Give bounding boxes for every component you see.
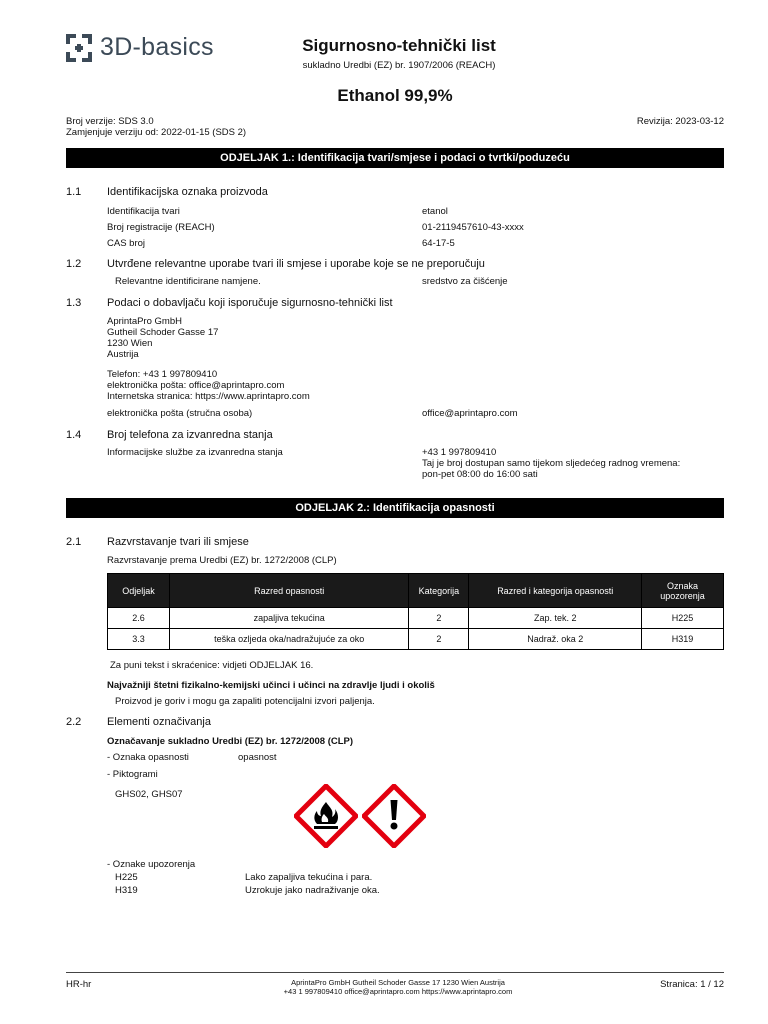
expert-email-label: elektronička pošta (stručna osoba)	[107, 408, 253, 419]
emergency-phone: +43 1 997809410	[422, 447, 497, 458]
table-cell: 2	[409, 608, 469, 629]
supplier-contact	[107, 369, 310, 402]
abbreviations-note: Za puni tekst i skraćenice: vidjeti ODJELJAK 16.	[110, 660, 314, 671]
address-line: Austrija	[107, 349, 139, 360]
section-1-3-number: 1.3	[66, 297, 82, 309]
reach-number-value: 01-2119457610-43-xxxx	[422, 222, 524, 233]
address-line: Gutheil Schoder Gasse 17	[107, 327, 219, 338]
hazard-text-h319: Uzrokuje jako nadraživanje oka.	[245, 885, 380, 896]
table-cell: H225	[642, 608, 724, 629]
ghs02-flame-icon	[294, 784, 358, 848]
footer-divider	[66, 972, 724, 973]
footer-page-number: Stranica: 1 / 12	[660, 979, 724, 990]
section-1-2-number: 1.2	[66, 258, 82, 270]
clp-labelling-label: Označavanje sukladno Uredbi (EZ) br. 1272/2008 (CLP)	[107, 736, 354, 747]
emergency-service-label: Informacijske službe za izvanredna stanja	[107, 447, 283, 458]
clp-classification-label: Razvrstavanje prema Uredbi (EZ) br. 1272/2008 (CLP)	[107, 555, 337, 566]
document-subtitle: sukladno Uredbi (EZ) br. 1907/2006 (REACH)	[302, 60, 496, 71]
table-cell: teška ozljeda oka/nadražujuće za oko	[169, 629, 409, 650]
section-1-1-title: Identifikacijska oznaka proizvoda	[107, 186, 268, 198]
table-cell: 2	[409, 629, 469, 650]
footer-company	[0, 978, 768, 996]
section-1-3-title: Podaci o dobavljaču koji isporučuje sigurnosno-tehnički list	[107, 297, 393, 309]
contact-email: elektronička pošta: office@aprintapro.com	[107, 380, 285, 391]
table-row	[108, 608, 724, 629]
identified-uses-label: Relevantne identificirane namjene.	[115, 276, 261, 287]
section-1-4-title: Broj telefona za izvanredna stanja	[107, 429, 273, 441]
col-header-hazard-statement: Oznaka upozorenja	[642, 574, 724, 608]
footer-locale: HR-hr	[66, 979, 92, 990]
section-2-2-title: Elementi označivanja	[107, 716, 211, 728]
hazard-code-h225: H225	[115, 872, 138, 883]
ghs07-exclamation-icon	[362, 784, 426, 848]
section-2-bar: ODJELJAK 2.: Identifikacija opasnosti	[66, 498, 724, 518]
identified-uses-value: sredstvo za čišćenje	[422, 276, 508, 287]
table-row	[108, 629, 724, 650]
table-cell: Zap. tek. 2	[469, 608, 642, 629]
col-header-hazard-class: Razred opasnosti	[169, 574, 409, 608]
address-line: AprintaPro GmbH	[107, 316, 182, 327]
section-1-bar: ODJELJAK 1.: Identifikacija tvari/smjese i podaci o tvrtki/poduzeću	[66, 148, 724, 168]
pictograms-label: - Piktogrami	[107, 769, 158, 780]
cas-number-label: CAS broj	[107, 238, 146, 249]
section-2-1-title: Razvrstavanje tvari ili smjese	[107, 536, 249, 548]
contact-phone: Telefon: +43 1 997809410	[107, 369, 218, 380]
substance-id-label: Identifikacija tvari	[107, 206, 180, 217]
supplier-address	[107, 316, 218, 360]
contact-website: Internetska stranica: https://www.aprintapro.com	[107, 391, 310, 402]
table-cell: Nadraž. oka 2	[469, 629, 642, 650]
footer-contact: +43 1 997809410 office@aprintapro.com https://www.aprintapro.com	[283, 987, 513, 996]
section-1-2-title: Utvrđene relevantne uporabe tvari ili smjese i uporabe koje se ne preporučuju	[107, 258, 485, 270]
effects-text: Proizvod je goriv i mogu ga zapaliti potencijalni izvori paljenja.	[115, 696, 375, 707]
substance-id-value: etanol	[422, 206, 448, 217]
address-line: 1230 Wien	[107, 338, 153, 349]
pictograms-value: GHS02, GHS07	[115, 789, 183, 800]
table-cell: 3.3	[108, 629, 170, 650]
replaces-version: Zamjenjuje verziju od: 2022-01-15 (SDS 2)	[66, 127, 247, 138]
effects-title: Najvažniji štetni fizikalno-kemijski učinci i učinci na zdravlje ljudi i okoliš	[107, 680, 435, 691]
table-cell: zapaljiva tekućina	[169, 608, 409, 629]
table-header-row	[108, 574, 724, 608]
section-1-4-number: 1.4	[66, 429, 82, 441]
emergency-hours: pon-pet 08:00 do 16:00 sati	[422, 469, 538, 480]
product-name: Ethanol 99,9%	[337, 86, 453, 105]
footer-address: AprintaPro GmbH Gutheil Schoder Gasse 17 1230 Wien Austrija	[291, 978, 505, 987]
cas-number-value: 64-17-5	[422, 238, 455, 249]
hazard-text-h225: Lako zapaljiva tekućina i para.	[245, 872, 373, 883]
col-header-class-category: Razred i kategorija opasnosti	[469, 574, 642, 608]
col-header-section: Odjeljak	[108, 574, 170, 608]
hazard-statements-label: - Oznake upozorenja	[107, 859, 196, 870]
logo-text: 3D-basics	[100, 33, 214, 61]
col-header-category: Kategorija	[409, 574, 469, 608]
hazard-classification-table	[107, 573, 724, 650]
table-cell: H319	[642, 629, 724, 650]
emergency-hours-note: Taj je broj dostupan samo tijekom sljedećeg radnog vremena:	[422, 458, 681, 469]
document-title: Sigurnosno-tehnički list	[302, 36, 496, 55]
expert-email-value: office@aprintapro.com	[422, 408, 518, 419]
revision-date: Revizija: 2023-03-12	[636, 116, 724, 127]
reach-number-label: Broj registracije (REACH)	[107, 222, 215, 233]
section-2-1-number: 2.1	[66, 536, 82, 548]
section-1-1-number: 1.1	[66, 186, 82, 198]
emergency-service-value	[422, 447, 680, 480]
version-number: Broj verzije: SDS 3.0	[66, 116, 154, 127]
signal-word-label: - Oznaka opasnosti	[107, 752, 189, 763]
table-cell: 2.6	[108, 608, 170, 629]
signal-word-value: opasnost	[238, 752, 277, 763]
section-2-2-number: 2.2	[66, 716, 82, 728]
hazard-code-h319: H319	[115, 885, 138, 896]
